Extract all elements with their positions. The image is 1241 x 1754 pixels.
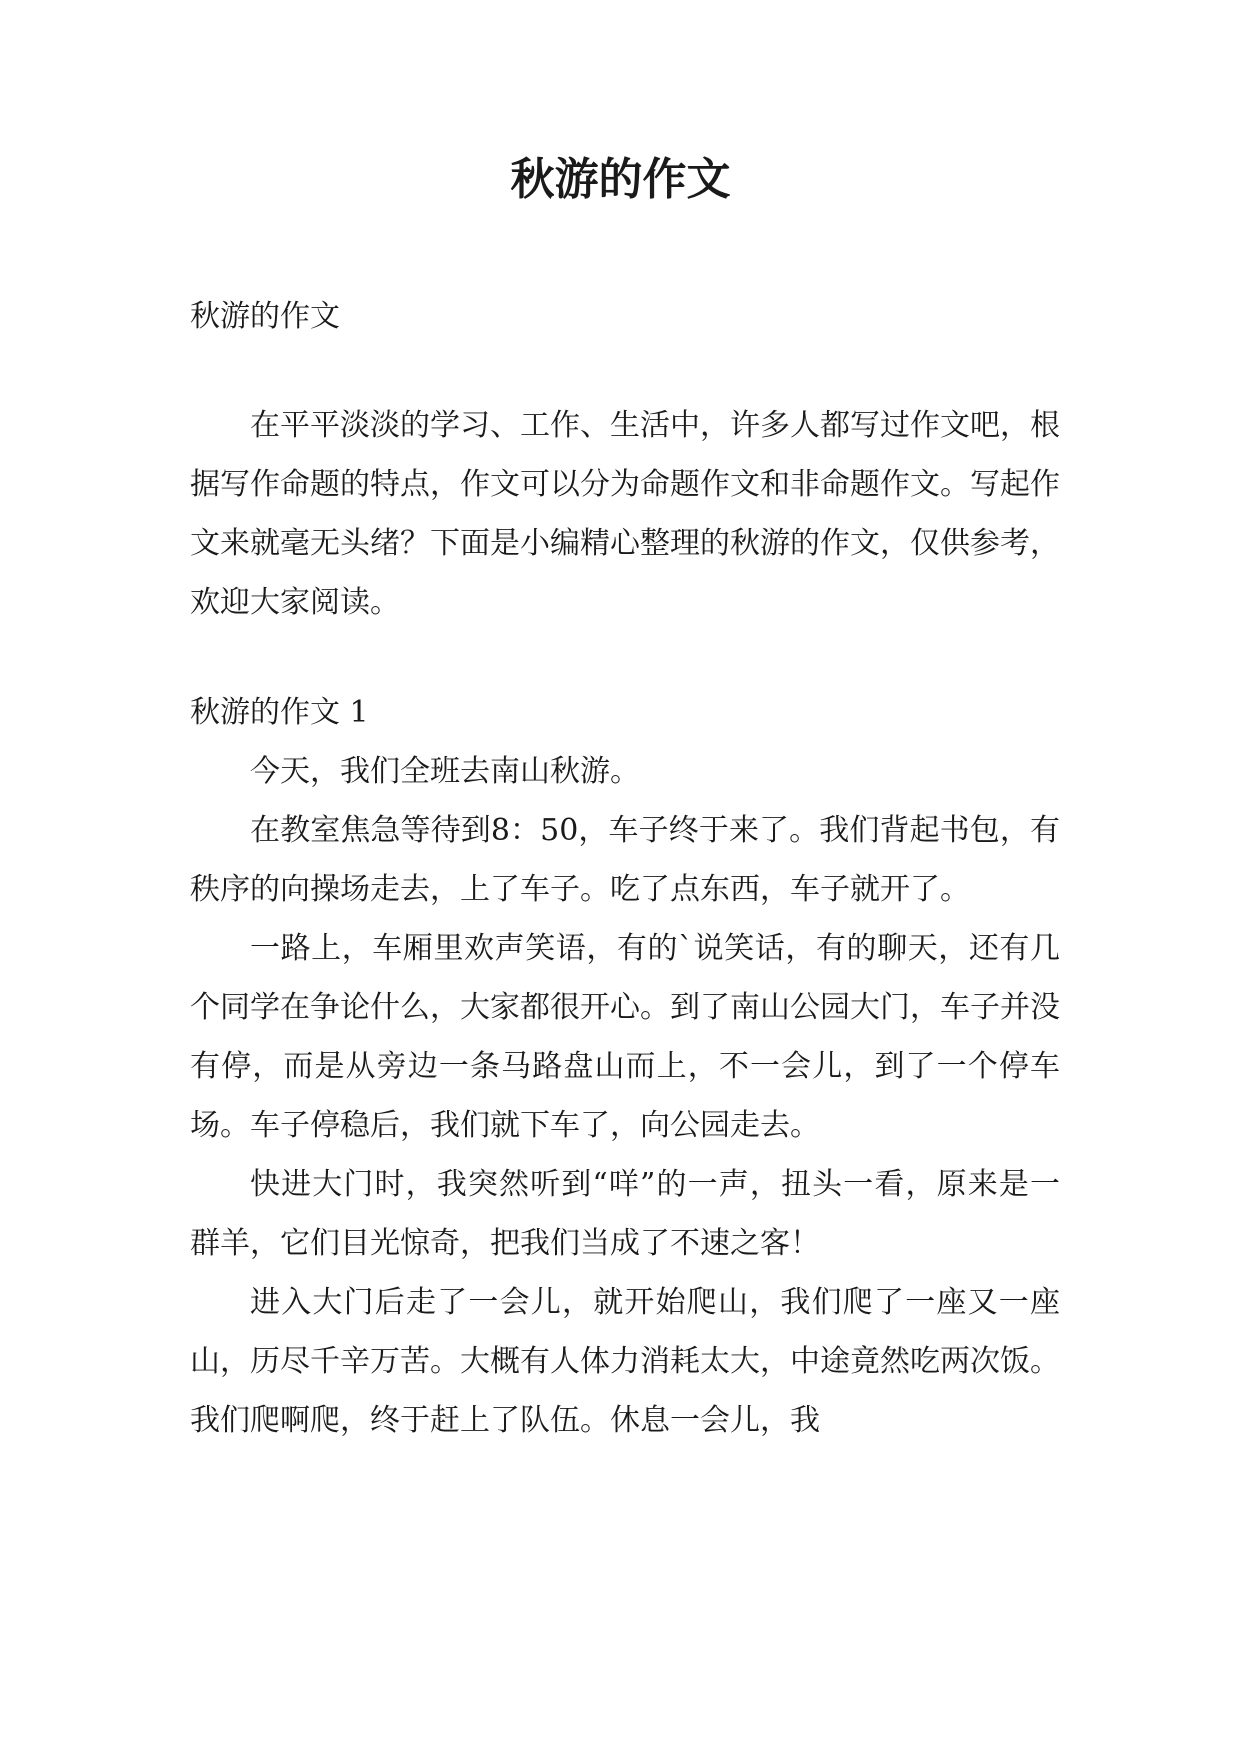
body-paragraph: 在教室焦急等待到8：50，车子终于来了。我们背起书包，有秩序的向操场走去，上了车子。吃了点东西，车子就开了。 — [190, 813, 1060, 907]
section-title: 秋游的作文 1 — [190, 695, 369, 730]
body-paragraph: 一路上，车厢里欢声笑语，有的`说笑话，有的聊天，还有几个同学在争论什么，大家都很开心。到了南山公园大门，车子并没有停，而是从旁边一条马路盘山而上，不一会儿，到了一个停车场。车子停稳后，我们就下车了，向公园走去。 — [190, 931, 1060, 1143]
document-subtitle: 秋游的作文 — [190, 299, 340, 334]
body-paragraph: 进入大门后走了一会儿，就开始爬山，我们爬了一座又一座山，历尽千辛万苦。大概有人体力消耗太大，中途竟然吃两次饭。我们爬啊爬，终于赶上了队伍。休息一会儿，我 — [190, 1285, 1060, 1438]
document-body — [190, 288, 1060, 1450]
intro-paragraph: 在平平淡淡的学习、工作、生活中，许多人都写过作文吧，根据写作命题的特点，作文可以分为命题作文和非命题作文。写起作文来就毫无头绪？下面是小编精心整理的秋游的作文，仅供参考，欢迎大家阅读。 — [190, 408, 1060, 620]
body-paragraph: 今天，我们全班去南山秋游。 — [250, 754, 640, 789]
body-paragraph: 快进大门时，我突然听到“咩”的一声，扭头一看，原来是一群羊，它们目光惊奇，把我们当成了不速之客！ — [190, 1167, 1060, 1261]
document-title: 秋游的作文 — [510, 154, 731, 205]
